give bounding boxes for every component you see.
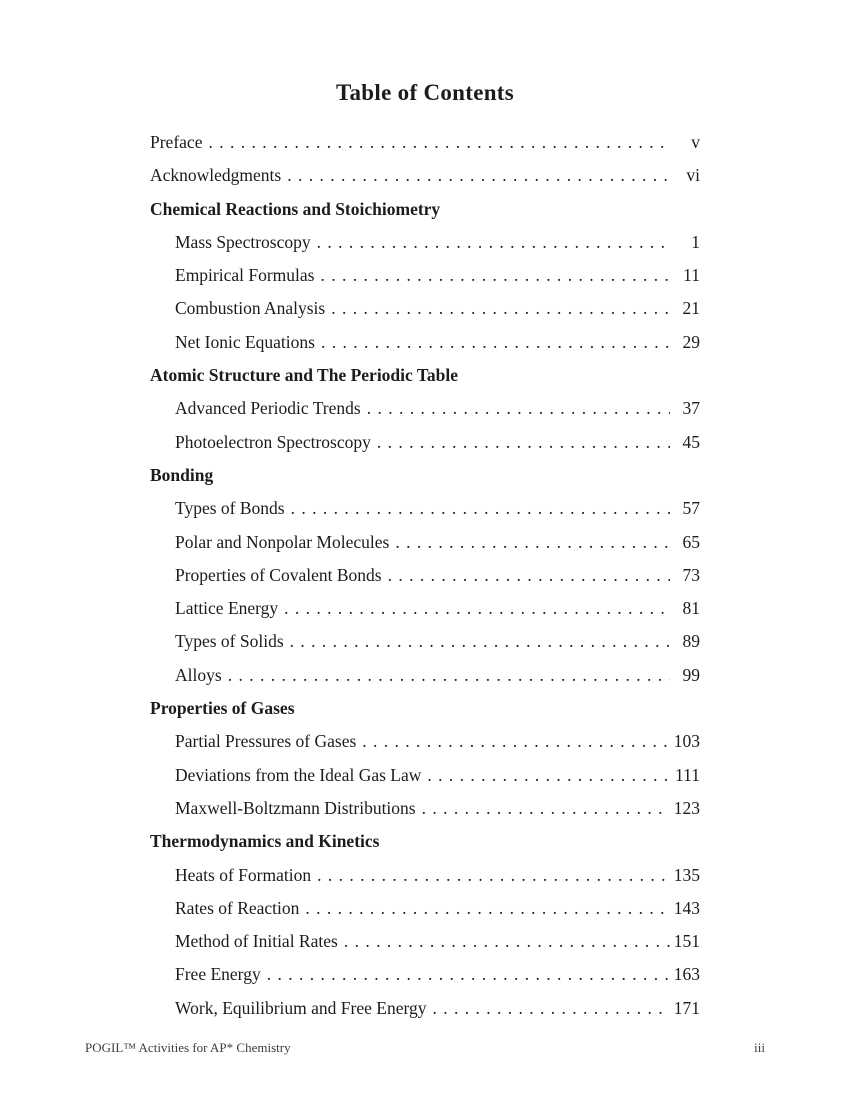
footer-book-title: POGIL™ Activities for AP* Chemistry <box>85 1040 291 1055</box>
dot-leader <box>367 392 670 425</box>
dot-leader <box>388 559 670 592</box>
dot-leader <box>208 126 670 159</box>
toc-entry-page: 143 <box>673 897 700 918</box>
toc-entry-label: Properties of Covalent Bonds <box>175 564 382 585</box>
toc-section-heading <box>150 825 700 858</box>
toc-entry <box>150 859 700 892</box>
footer-page-number: iii <box>754 1040 765 1055</box>
dot-leader <box>427 759 670 792</box>
toc-entry <box>150 925 700 958</box>
toc-entry-label: Rates of Reaction <box>175 897 300 918</box>
toc-entry <box>150 259 700 292</box>
toc-entry-label: Advanced Periodic Trends <box>175 398 361 419</box>
dot-leader <box>317 859 670 892</box>
dot-leader <box>422 792 670 825</box>
toc-entry-label: Bonding <box>150 464 214 485</box>
toc-entry-page: v <box>691 132 700 152</box>
toc-entry <box>150 559 700 592</box>
toc-entry-page: 65 <box>682 531 700 552</box>
toc-entry <box>150 492 700 525</box>
toc-entry <box>150 892 700 925</box>
toc-entry-page: 73 <box>682 564 700 585</box>
toc-entry <box>150 625 700 658</box>
toc-entry-page: 45 <box>682 431 700 452</box>
dot-leader <box>362 725 669 758</box>
dot-leader <box>331 292 670 325</box>
toc-entry-label: Maxwell-Boltzmann Distributions <box>175 797 416 818</box>
dot-leader <box>377 426 670 459</box>
toc-entry <box>150 159 700 192</box>
toc-section-heading <box>150 359 700 392</box>
toc-entry-label: Partial Pressures of Gases <box>175 731 357 752</box>
toc-entry-page: 99 <box>682 664 700 685</box>
toc-section-heading <box>150 692 700 725</box>
toc-entry-label: Mass Spectroscopy <box>175 231 311 252</box>
dot-leader <box>305 892 669 925</box>
toc-entry-label: Net Ionic Equations <box>175 331 315 352</box>
dot-leader <box>432 992 669 1025</box>
dot-leader <box>321 326 670 359</box>
toc-section-heading <box>150 459 700 492</box>
dot-leader <box>317 226 670 259</box>
toc-entry-label: Polar and Nonpolar Molecules <box>175 531 390 552</box>
toc-entry-page: vi <box>686 165 700 186</box>
toc-entry-page: 89 <box>682 631 700 652</box>
toc-entry <box>150 292 700 325</box>
toc-entry-page: 171 <box>673 997 700 1018</box>
toc-entry <box>150 792 700 825</box>
toc-entry <box>150 725 700 758</box>
toc-entry-label: Alloys <box>175 664 222 685</box>
toc-section-heading <box>150 193 700 226</box>
toc-list <box>150 126 700 1025</box>
toc-entry-label: Thermodynamics and Kinetics <box>150 831 380 852</box>
toc-entry-label: Preface <box>150 132 203 152</box>
toc-entry-page: 29 <box>682 331 700 352</box>
dot-leader <box>321 259 671 292</box>
toc-entry <box>150 759 700 792</box>
toc-entry-label: Photoelectron Spectroscopy <box>175 431 371 452</box>
toc-entry-label: Empirical Formulas <box>175 265 315 286</box>
dot-leader <box>344 925 670 958</box>
toc-entry <box>150 226 700 259</box>
dot-leader <box>228 659 670 692</box>
toc-entry-page: 11 <box>683 265 700 286</box>
toc-entry-label: Combustion Analysis <box>175 298 326 319</box>
toc-entry-label: Work, Equilibrium and Free Energy <box>175 997 427 1018</box>
toc-entry <box>150 326 700 359</box>
dot-leader <box>291 492 670 525</box>
dot-leader <box>284 592 670 625</box>
toc-entry-page: 123 <box>673 797 700 818</box>
toc-entry-page: 57 <box>682 498 700 519</box>
toc-entry-page: 81 <box>682 598 700 619</box>
toc-entry-label: Atomic Structure and The Periodic Table <box>150 365 459 386</box>
dot-leader <box>267 958 670 991</box>
toc-entry-page: 103 <box>673 731 700 752</box>
toc-entry-label: Lattice Energy <box>175 598 279 619</box>
toc-entry-label: Types of Bonds <box>175 498 285 519</box>
toc-entry <box>150 392 700 425</box>
toc-entry <box>150 426 700 459</box>
page-footer <box>85 1039 765 1057</box>
toc-entry-page: 135 <box>673 864 700 885</box>
toc-entry <box>150 526 700 559</box>
toc-entry-page: 163 <box>673 964 700 985</box>
dot-leader <box>287 159 670 192</box>
toc-entry-page: 111 <box>675 764 700 785</box>
toc-entry <box>150 992 700 1025</box>
toc-entry-label: Properties of Gases <box>150 698 295 719</box>
toc-entry-page: 37 <box>682 398 700 419</box>
toc-entry-label: Acknowledgments <box>150 165 282 186</box>
toc-entry-label: Heats of Formation <box>175 864 312 885</box>
toc-entry <box>150 659 700 692</box>
toc-entry <box>150 592 700 625</box>
dot-leader <box>290 625 670 658</box>
toc-entry <box>150 126 700 159</box>
toc-entry-page: 1 <box>691 231 700 252</box>
toc-entry-label: Types of Solids <box>175 631 284 652</box>
dot-leader <box>395 526 670 559</box>
toc-entry-label: Chemical Reactions and Stoichiometry <box>150 198 441 219</box>
toc-entry-label: Deviations from the Ideal Gas Law <box>175 764 422 785</box>
toc-entry-label: Free Energy <box>175 964 261 985</box>
toc-entry-page: 151 <box>673 931 700 952</box>
page-title: Table of Contents <box>335 80 515 105</box>
toc-entry-label: Method of Initial Rates <box>175 931 338 952</box>
toc-entry-page: 21 <box>682 298 700 319</box>
toc-entry <box>150 958 700 991</box>
